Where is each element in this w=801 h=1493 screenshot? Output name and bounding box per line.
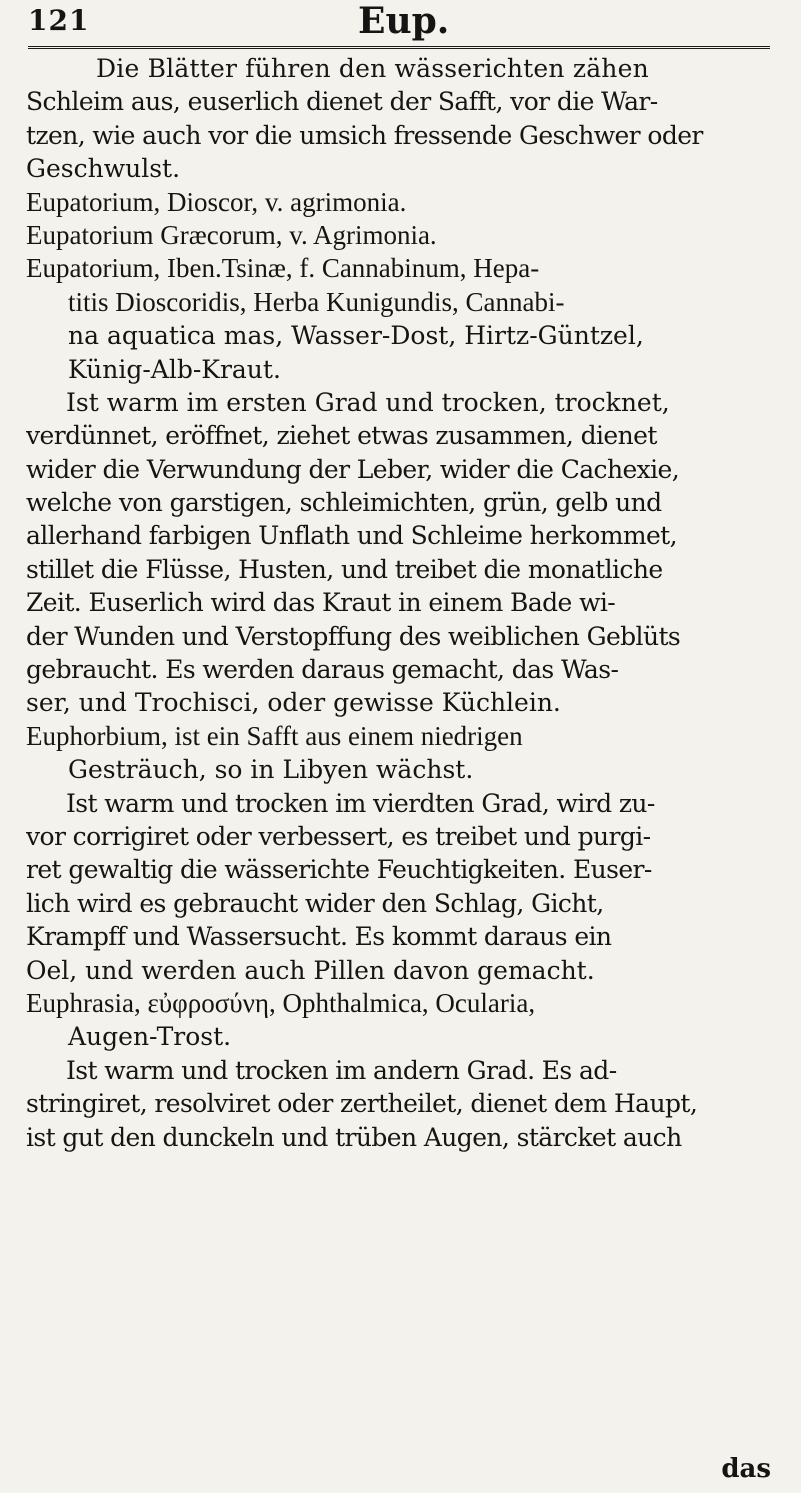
header-rule	[28, 46, 770, 49]
running-head	[28, 0, 768, 44]
text-line: Ist warm und trocken im andern Grad. Es ad-	[66, 1055, 617, 1085]
entry-heading-eupatorium-cannabinum: Eupatorium, Iben.Tsinæ, f. Cannabinum, Hepa-	[26, 253, 540, 284]
text-line: Augen-Trost.	[68, 1022, 232, 1052]
text-line: ret gewaltig die wässerichte Feuchtigkeiten. Euser-	[26, 855, 652, 885]
text-line: Krampff und Wassersucht. Es kommt daraus ein	[26, 922, 612, 952]
text-line: Die Blätter führen den wässerichten zähen	[96, 54, 649, 83]
text-line: der Wunden und Verstopffung des weiblichen Geblüts	[26, 621, 681, 651]
text-line: lich wird es gebraucht wider den Schlag, Gicht,	[26, 888, 604, 918]
text-line: Gesträuch, so in Libyen wächst.	[68, 755, 474, 785]
text-line: Ist warm im ersten Grad und trocken, trocknet,	[66, 387, 670, 417]
running-head-word: Eup.	[358, 0, 450, 42]
text-line: ist gut den dunckeln und trüben Augen, stärcket auch	[26, 1122, 682, 1152]
text-line: Ist warm und trocken im vierdten Grad, wird zu-	[66, 788, 655, 818]
dictionary-text	[26, 52, 774, 1154]
catchword: das	[721, 1454, 771, 1484]
text-line: stillet die Flüsse, Husten, und treibet die monatliche	[26, 554, 663, 584]
text-line: wider die Verwundung der Leber, wider die Cachexie,	[26, 454, 680, 484]
entry-heading-euphrasia: Euphrasia, εὐφροσύνη, Ophthalmica, Ocularia,	[26, 987, 536, 1018]
text-line: Schleim aus, euserlich dienet der Safft, vor die War-	[26, 87, 658, 117]
text-line: tzen, wie auch vor die umsich fressende Geschwer oder	[26, 120, 703, 150]
text-line: verdünnet, eröffnet, ziehet etwas zusammen, dienet	[26, 421, 657, 451]
text-line: Oel, und werden auch Pillen davon gemacht.	[26, 955, 595, 985]
text-line: vor corrigiret oder verbessert, es treibet und purgi-	[26, 821, 651, 851]
entry-heading-eupatorium-dioscor: Eupatorium, Dioscor, v. agrimonia.	[26, 186, 407, 217]
text-line: titis Dioscoridis, Herba Kunigundis, Cannabi-	[68, 286, 565, 317]
text-line: stringiret, resolviret oder zertheilet, dienet dem Haupt,	[26, 1089, 698, 1119]
page-number: 121	[28, 4, 90, 37]
text-line: gebraucht. Es werden daraus gemacht, das Was-	[26, 655, 619, 685]
entry-heading-euphorbium: Euphorbium, ist ein Safft aus einem niedrigen	[26, 720, 523, 751]
text-line: Künig-Alb-Kraut.	[68, 354, 281, 384]
entry-heading-eupatorium-graecorum: Eupatorium Græcorum, v. Agrimonia.	[26, 219, 437, 250]
text-line: Zeit. Euserlich wird das Kraut in einem Bade wi-	[26, 588, 616, 618]
text-line: na aquatica mas, Wasser-Dost, Hirtz-Güntzel,	[68, 321, 644, 351]
text-line: Geschwulst.	[26, 154, 181, 184]
text-line: ser, und Trochisci, oder gewisse Küchlein.	[26, 688, 561, 718]
text-line: welche von garstigen, schleimichten, grün, gelb und	[26, 488, 662, 518]
text-line: allerhand farbigen Unflath und Schleime herkommet,	[26, 521, 677, 551]
